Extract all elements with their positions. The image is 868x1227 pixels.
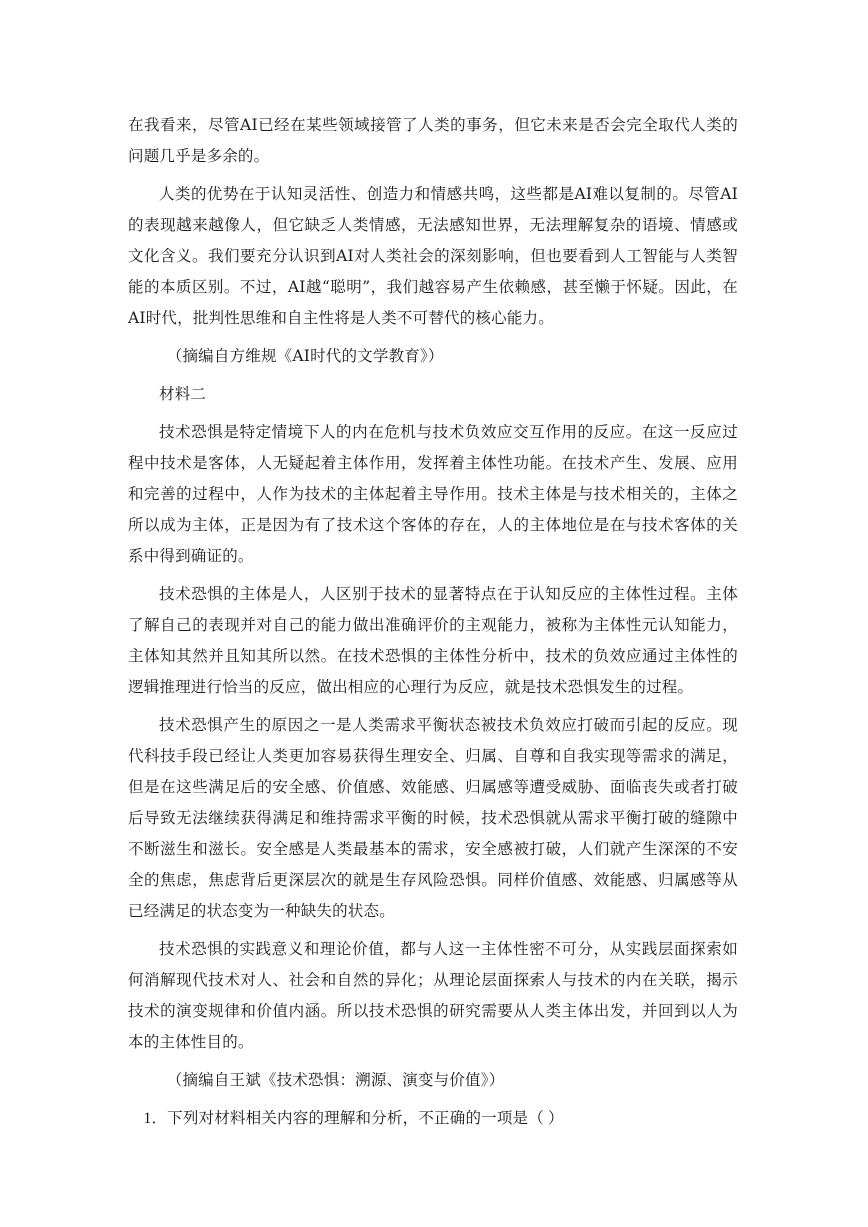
- material2-heading: 材料二: [159, 385, 207, 403]
- material1-source-citation: （摘编自方维规《AI时代的文学教育》）: [166, 347, 444, 365]
- material1-paragraph-1: 在我看来，尽管AI已经在某些领域接管了人类的事务，但它未来是否会完全取代人类的问题几乎是多余的。: [128, 116, 738, 165]
- material2-paragraph-1: 技术恐惧是特定情境下人的内在危机与技术负效应交互作用的反应。在这一反应过程中技术是客体，人无疑起着主体作用，发挥着主体性功能。在技术产生、发展、应用和完善的过程中，人作为技术的主体起着主导作用。技术主体是与技术相关的，主体之所以成为主体，正是因为有了技术这个客体的存在，人的主体地位是在与技术客体的关系中得到确证的。: [128, 423, 738, 565]
- material2-paragraph-2: 技术恐惧的主体是人，人区别于技术的显著特点在于认知反应的主体性过程。主体了解自己的表现并对自己的能力做出准确评价的主观能力，被称为主体性元认知能力，主体知其然并且知其所以然。在技术恐惧的主体性分析中，技术的负效应通过主体性的逻辑推理进行恰当的反应，做出相应的心理行为反应，就是技术恐惧发生的过程。: [128, 585, 738, 696]
- material2-paragraph-4: 技术恐惧的实践意义和理论价值，都与人这一主体性密不可分，从实践层面探索如何消解现代技术对人、社会和自然的异化；从理论层面探索人与技术的内在关联，揭示技术的演变规律和价值内涵。所以技术恐惧的研究需要从人类主体出发，并回到以人为本的主体性目的。: [128, 940, 738, 1051]
- material2-source-citation: （摘编自王斌《技术恐惧：溯源、演变与价值》）: [166, 1071, 505, 1089]
- material1-paragraph-2: 人类的优势在于认知灵活性、创造力和情感共鸣，这些都是AI难以复制的。尽管AI的表现越来越像人，但它缺乏人类情感，无法感知世界，无法理解复杂的语境、情感或文化含义。我们要充分认识到AI对人类社会的深刻影响，但也要看到人工智能与人类智能的本质区别。不过，AI越“聪明”，我们越容易产生依赖感，甚至懒于怀疑。因此，在AI时代，批判性思维和自主性将是人类不可替代的核心能力。: [128, 185, 738, 327]
- question-1-prompt: 1．下列对材料相关内容的理解和分析，不正确的一项是（ ）: [143, 1110, 564, 1127]
- article-body: [128, 110, 738, 1141]
- material2-paragraph-3: 技术恐惧产生的原因之一是人类需求平衡状态被技术负效应打破而引起的反应。现代科技手段已经让人类更加容易获得生理安全、归属、自尊和自我实现等需求的满足，但是在这些满足后的安全感、价值感、效能感、归属感等遭受威胁、面临丧失或者打破后导致无法继续获得满足和维持需求平衡的时候，技术恐惧就从需求平衡打破的缝隙中不断滋生和滋长。安全感是人类最基本的需求，安全感被打破，人们就产生深深的不安全的焦虑，焦虑背后更深层次的就是生存风险恐惧。同样价值感、效能感、归属感等从已经满足的状态变为一种缺失的状态。: [128, 716, 738, 920]
